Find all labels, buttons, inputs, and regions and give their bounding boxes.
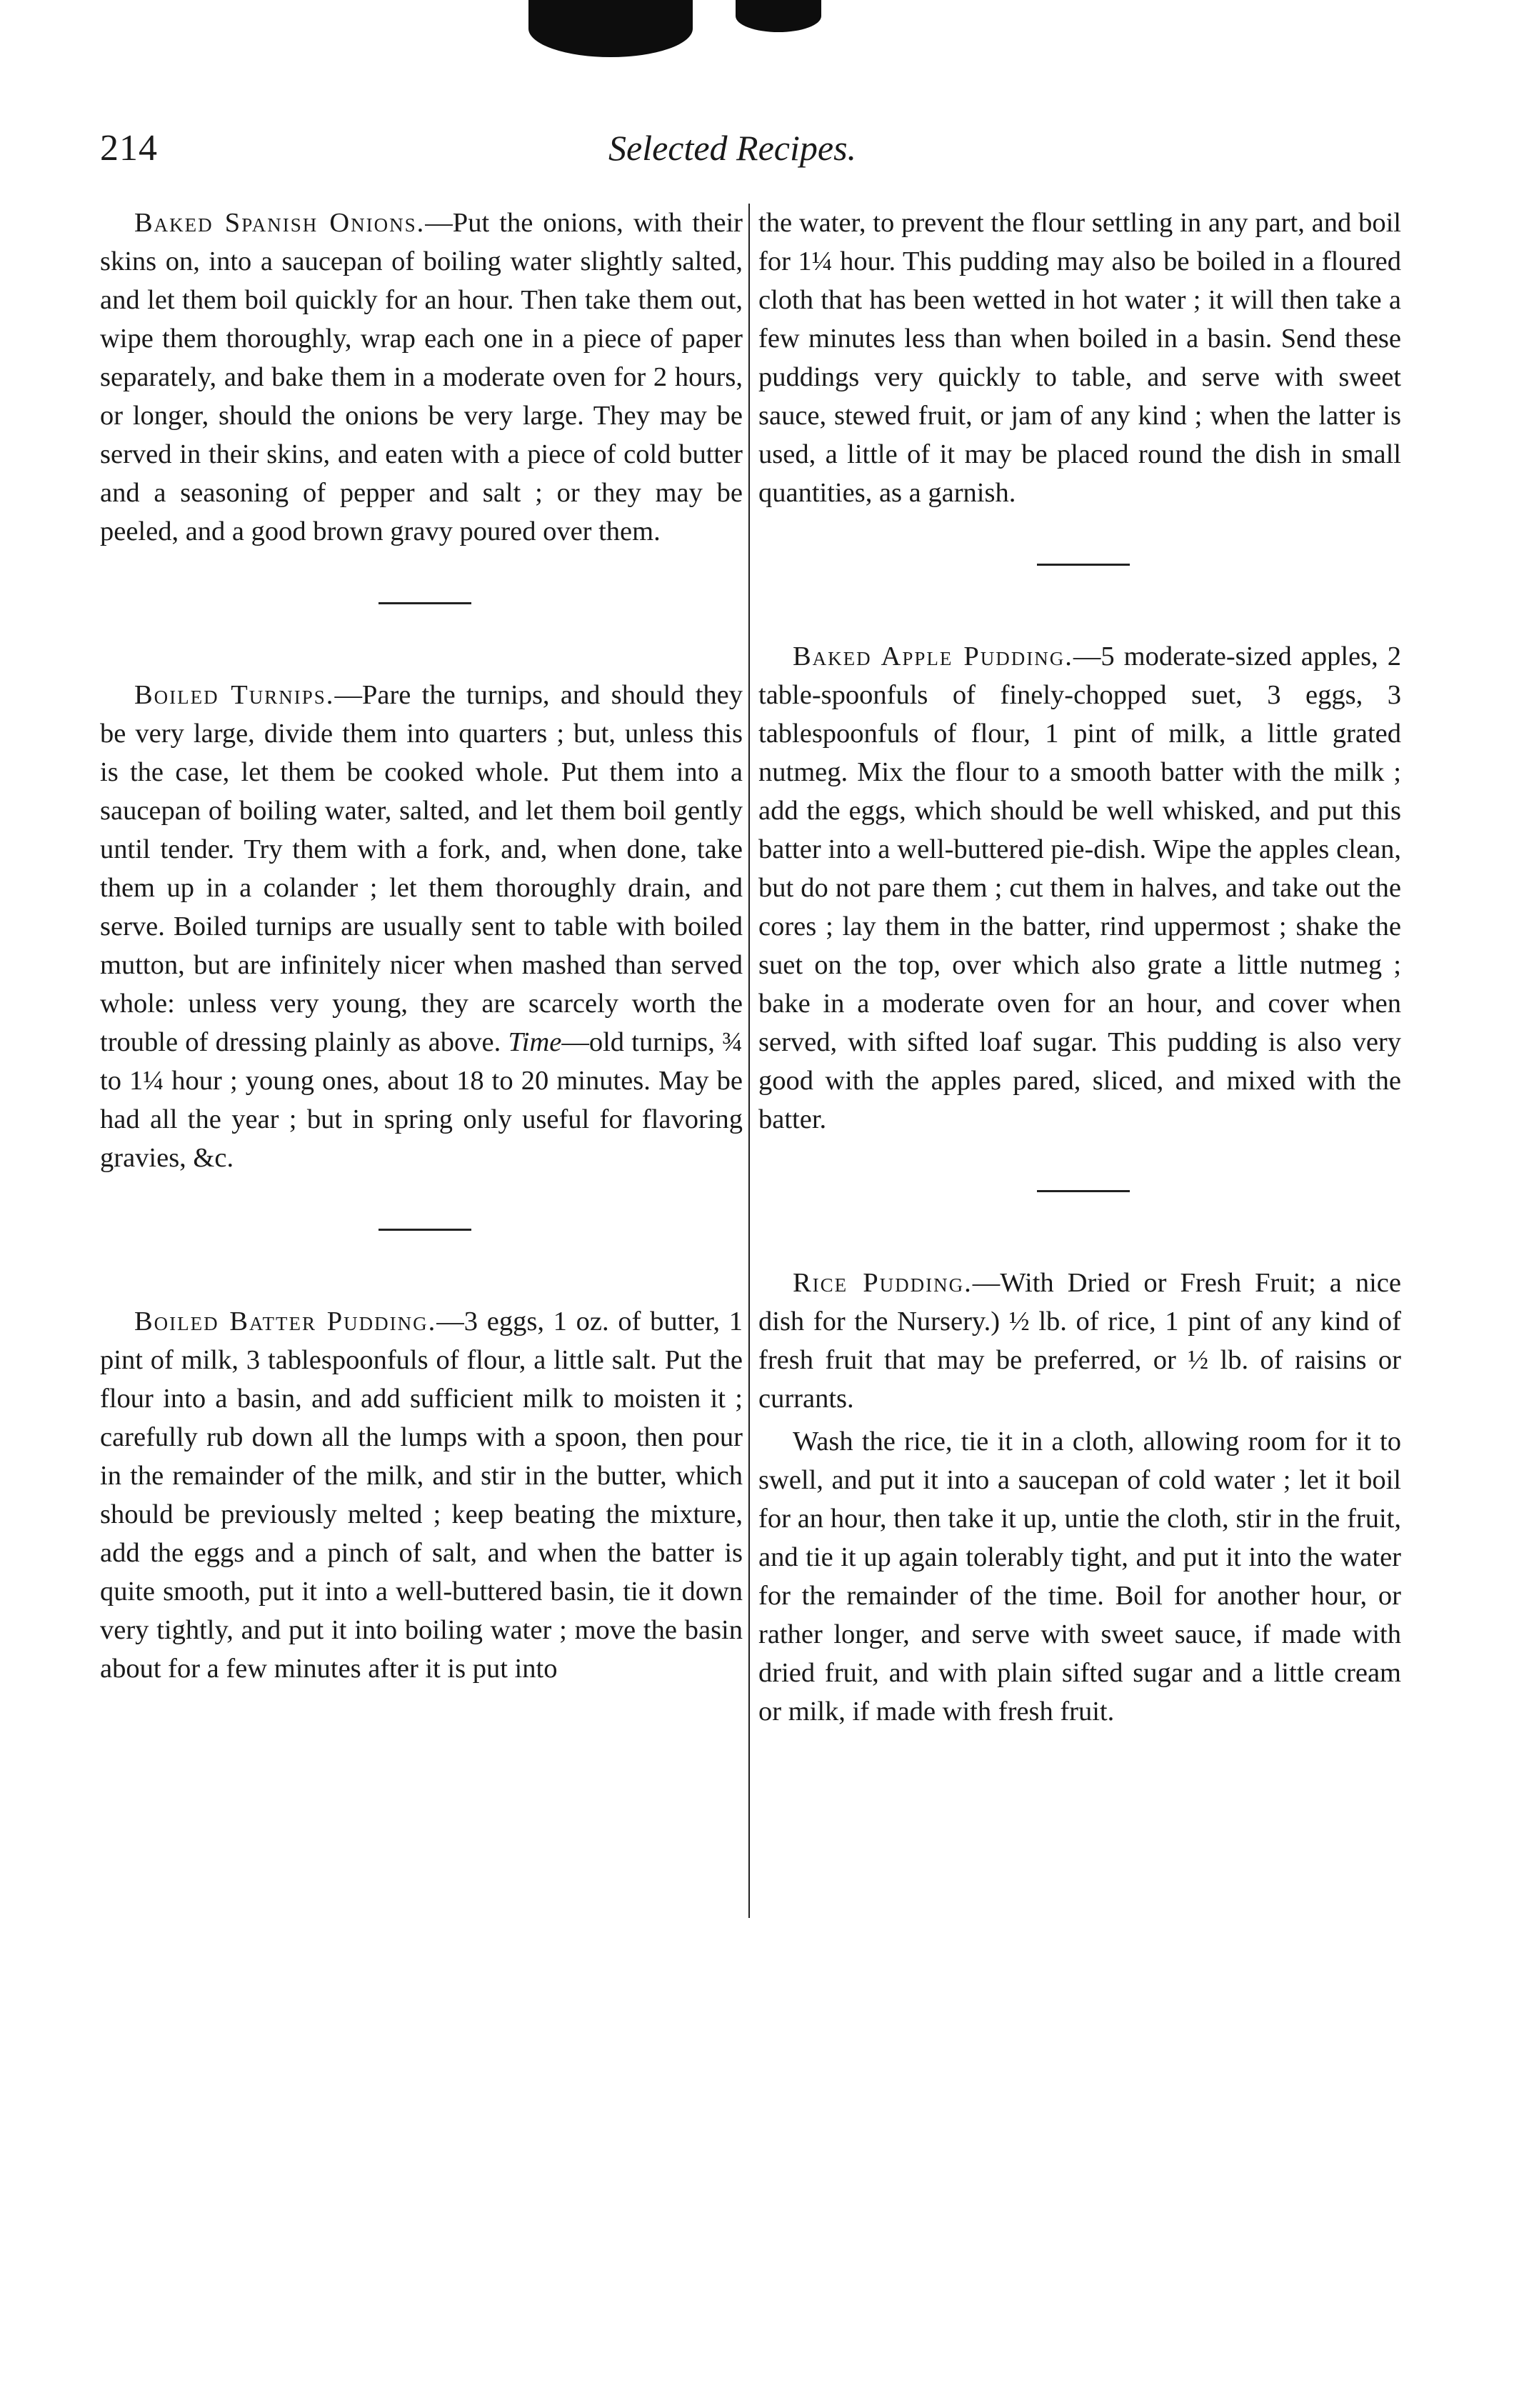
page-number: 214 [100,128,158,169]
page-header [100,127,1421,184]
ink-blot [528,0,693,57]
recipe-paragraph [758,637,1401,1139]
recipe-title: Baked Spanish Onions. [134,208,426,238]
recipe-title: Baked Apple Pudding. [793,641,1073,671]
recipe-batter-continued [758,204,1401,512]
time-text: —old turnips, ¾ to 1¼ hour ; young ones, about 18 to 20 minutes. May be had all the year ; but in spring only useful for flavoring gravies, &c. [100,1027,743,1173]
section-separator [379,602,471,604]
recipe-body: —Pare the turnips, and should they be very large, divide them into quarters ; but, unless this is the case, let them be cooked whole. Put them into a saucepan of boiling water, salted, and let them boil gently until tender. Try them with a fork, and, when done, take them up in a colander ; let them thoroughly drain, and serve. Boiled turnips are usually sent to table with boiled mutton, but are infinitely nicer when mashed than served whole: unless very young, they are scarcely worth the trouble of dressing plainly as above. [100,680,743,1057]
ink-blot [736,0,821,32]
recipe-title: Rice Pudding. [793,1268,973,1298]
recipe-title: Boiled Turnips. [134,680,335,710]
recipe-paragraph [100,204,743,551]
column-divider [748,204,750,1918]
recipe-method: Wash the rice, tie it in a cloth, allowing room for it to swell, and put it into a saucepan of cold water ; let it boil for an hour, then take it up, untie the cloth, stir in the fruit, and tie it up again tolerably tight, and put it into the water for the remainder of the time. Boil for another hour, or rather longer, and serve with sweet sauce, if made with dried fruit, and with plain sifted sugar and a little cream or milk, if made with fresh fruit. [758,1427,1401,1727]
recipe-baked-spanish-onions [100,204,743,551]
section-separator [1037,564,1130,566]
running-title: Selected Recipes. [608,128,857,168]
recipe-paragraph [100,1302,743,1688]
recipe-boiled-turnips [100,676,743,1177]
recipe-paragraph [758,1264,1401,1418]
recipe-body: —5 moderate-sized apples, 2 table-spoonfuls of finely-chopped suet, 3 eggs, 3 tablespoonfuls of flour, 1 pint of milk, a little grated nutmeg. Mix the flour to a smooth batter with the milk ; add the eggs, which should be well whisked, and put this batter into a well-buttered pie-dish. Wipe the apples clean, but do not pare them ; cut them in halves, and take out the cores ; lay them in the batter, rind uppermost ; shake the suet on the top, over which also grate a little nutmeg ; bake in a moderate oven for an hour, and cover when served, with sifted loaf sugar. This pudding is also very good with the apples pared, sliced, and mixed with the batter. [758,641,1401,1134]
recipe-title: Boiled Batter Pudding. [134,1307,437,1337]
right-column [758,204,1401,1731]
section-separator [1037,1190,1130,1192]
recipe-continuation: the water, to prevent the flour settling in any part, and boil for 1¼ hour. This pudding may also be boiled in a floured cloth that has been wetted in hot water ; it will then take a few minutes less than when boiled in a basin. Send these puddings very quickly to table, and serve with sweet sauce, stewed fruit, or jam of any kind ; when the latter is used, a little of it may be placed round the dish in small quantities, as a garnish. [758,208,1401,508]
time-label: Time [508,1027,562,1057]
recipe-rice-pudding [758,1264,1401,1731]
left-column [100,204,743,1688]
recipe-boiled-batter-pudding [100,1302,743,1688]
section-separator [379,1229,471,1231]
recipe-paragraph [100,676,743,1177]
recipe-body: —With Dried or Fresh Fruit; a nice dish for the Nursery.) ½ lb. of rice, 1 pint of any kind of fresh fruit that may be preferred, or ½ lb. of raisins or currants. [758,1268,1401,1414]
recipe-body: —3 eggs, 1 oz. of butter, 1 pint of milk, 3 tablespoonfuls of flour, a little salt. Put the flour into a basin, and add sufficient milk to moisten it ; carefully rub down all the lumps with a spoon, then pour in the remainder of the milk, and stir in the butter, which should be previously melted ; keep beating the mixture, add the eggs and a pinch of salt, and when the batter is quite smooth, put it into a well-buttered basin, tie it down very tightly, and put it into boiling water ; move the basin about for a few minutes after it is put into [100,1307,743,1684]
recipe-body: —Put the onions, with their skins on, into a saucepan of boiling water slightly salted, and let them boil quickly for an hour. Then take them out, wipe them thoroughly, wrap each one in a piece of paper separately, and bake them in a moderate oven for 2 hours, or longer, should the onions be very large. They may be served in their skins, and eaten with a piece of cold butter and a seasoning of pepper and salt ; or they may be peeled, and a good brown gravy poured over them. [100,208,743,546]
recipe-baked-apple-pudding [758,637,1401,1139]
